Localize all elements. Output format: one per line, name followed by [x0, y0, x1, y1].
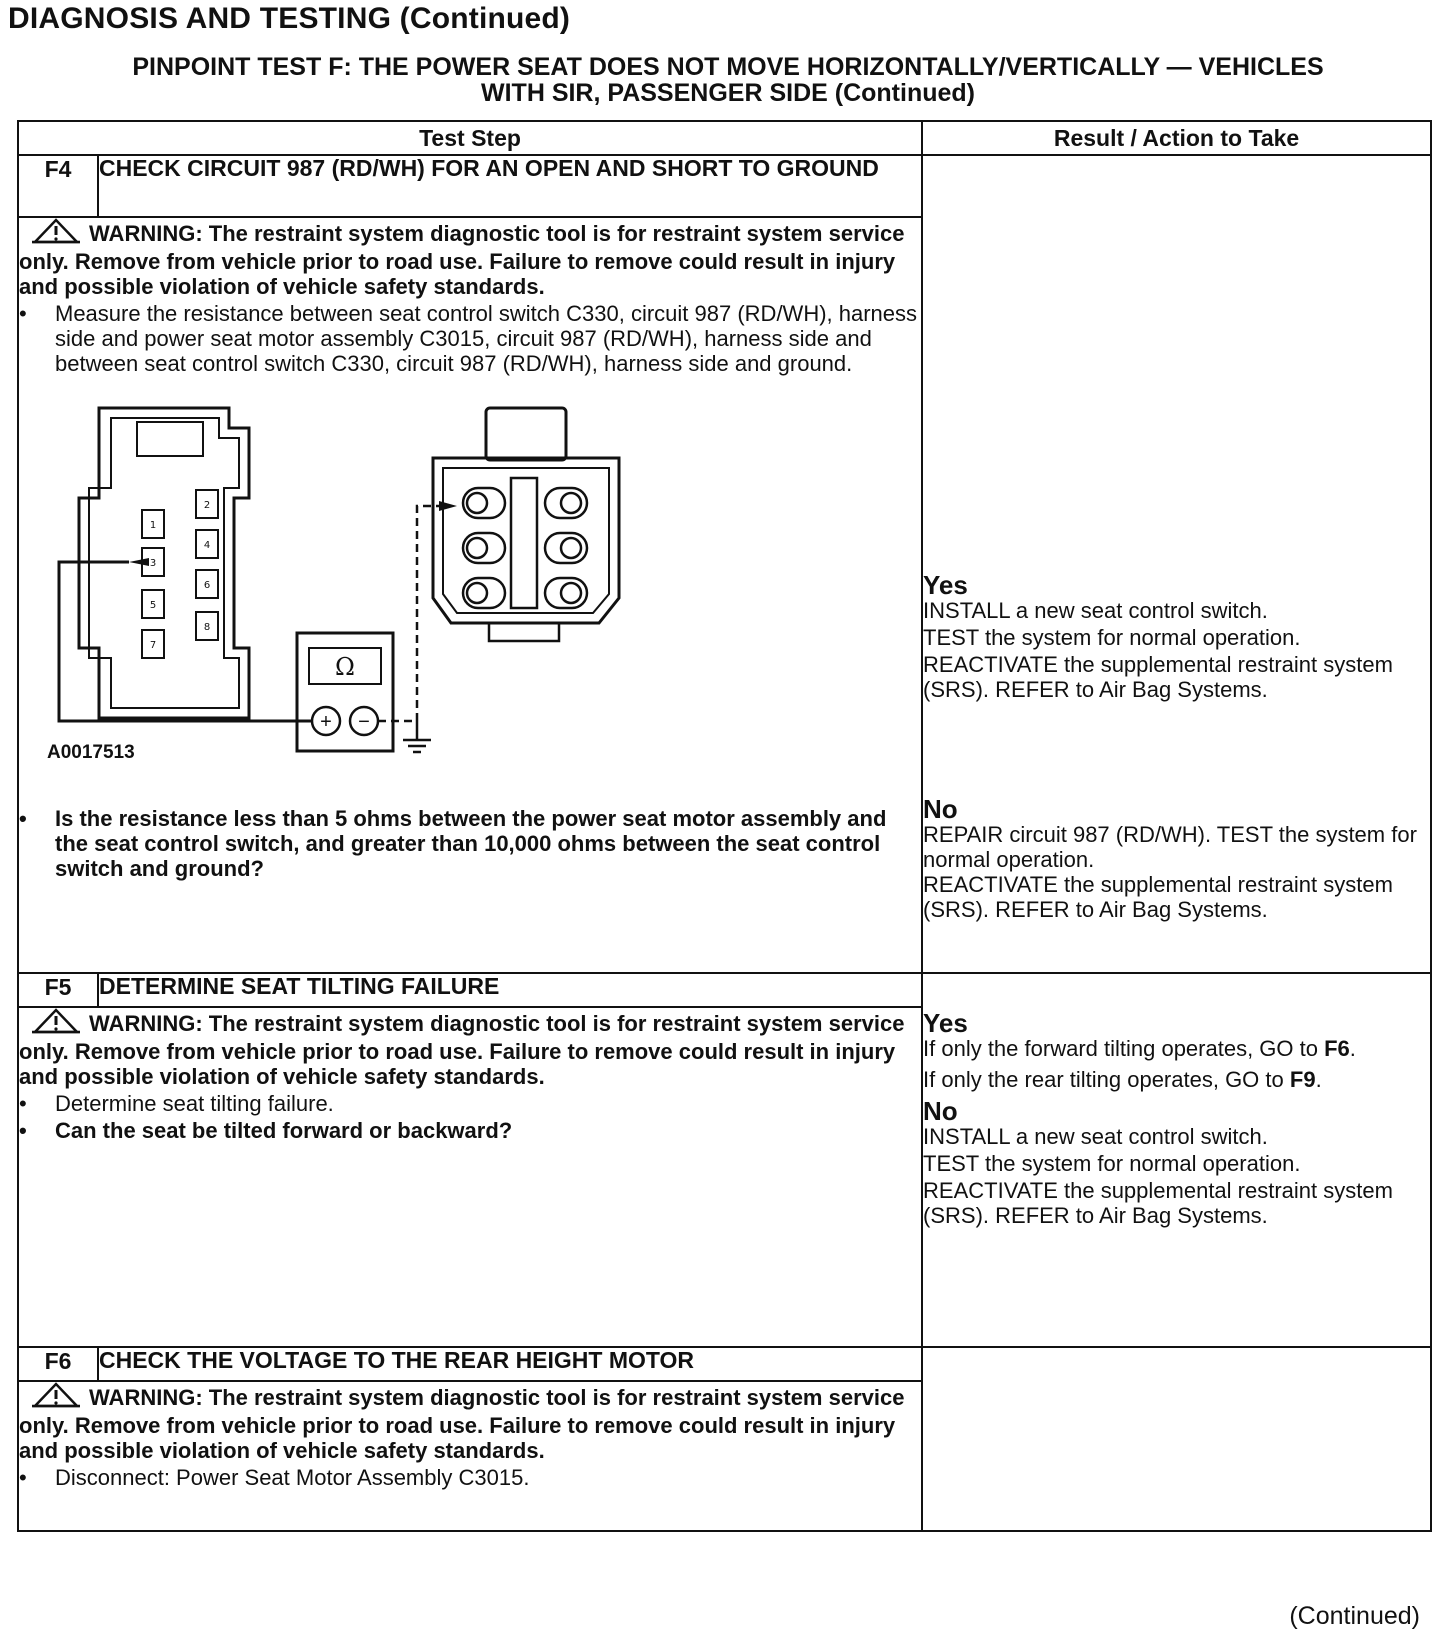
bullet-text: Disconnect: Power Seat Motor Assembly C3015.: [55, 1465, 530, 1490]
pin-label: 5: [149, 600, 157, 611]
step-body: [18, 1381, 922, 1531]
result-line: REACTIVATE the supplemental restraint system (SRS). REFER to Air Bag Systems.: [923, 872, 1393, 922]
result-line: If only the rear tilting operates, GO to F9.: [923, 1067, 1322, 1092]
question-text: Can the seat be tilted forward or backward?: [55, 1118, 513, 1143]
result-yes-label: Yes: [923, 1008, 968, 1038]
bullet-dot: •: [19, 806, 27, 831]
result-yes-block: [923, 1010, 1430, 1092]
step-id: F6: [18, 1347, 98, 1381]
step-bullet: [19, 1465, 921, 1490]
warning-message: WARNING: The restraint system diagnostic tool is for restraint system service only. Remove from vehicle prior to road use. Failure to remove could result in injury and possible violation of vehicle safety standards.: [19, 1011, 905, 1089]
plus-terminal: +: [320, 711, 332, 733]
test-title-line2: WITH SIR, PASSENGER SIDE (Continued): [481, 79, 975, 107]
result-yes-block: [923, 572, 1430, 702]
step-title: CHECK CIRCUIT 987 (RD/WH) FOR AN OPEN AND SHORT TO GROUND: [98, 155, 922, 217]
warning-triangle-icon: [31, 1382, 81, 1413]
page-title: DIAGNOSIS AND TESTING (Continued): [8, 2, 571, 35]
bullet-dot: •: [19, 301, 27, 326]
step-id: F5: [18, 973, 98, 1007]
step-body: [18, 1007, 922, 1347]
result-line: REACTIVATE the supplemental restraint system (SRS). REFER to Air Bag Systems.: [923, 652, 1393, 702]
bullet-dot: •: [19, 1091, 27, 1116]
pin-label: 2: [203, 500, 211, 511]
bullet-text: Measure the resistance between seat control switch C330, circuit 987 (RD/WH), harness side and power seat motor assembly C3015, circuit 987 (RD/WH), harness side and between seat control switch C330, circuit 987 (RD/WH), harness side and ground.: [55, 301, 918, 376]
step-f5-title-row: [18, 973, 1431, 1007]
warning-text: [19, 218, 921, 299]
step-title: CHECK THE VOLTAGE TO THE REAR HEIGHT MOTOR: [98, 1347, 922, 1381]
col-header-result: Result / Action to Take: [922, 121, 1431, 155]
step-question: [19, 1118, 921, 1143]
result-line: TEST the system for normal operation.: [923, 1151, 1301, 1176]
step-f4-result: [922, 155, 1431, 973]
pin-label: 8: [203, 622, 211, 633]
result-line: TEST the system for normal operation.: [923, 625, 1301, 650]
result-no-label: No: [923, 794, 958, 824]
step-title: DETERMINE SEAT TILTING FAILURE: [98, 973, 922, 1007]
bullet-text: Determine seat tilting failure.: [55, 1091, 334, 1116]
minus-terminal: −: [358, 711, 370, 733]
result-no-block: [923, 796, 1430, 922]
col-header-test-step: Test Step: [18, 121, 922, 155]
continued-footer: (Continued): [1289, 1602, 1420, 1630]
pin-label: 3: [149, 558, 157, 569]
pinpoint-test-table: [17, 120, 1432, 1532]
question-text: Is the resistance less than 5 ohms between the power seat motor assembly and the seat control switch, and greater than 10,000 ohms between the seat control switch and ground?: [55, 806, 887, 881]
pin-label: 7: [149, 640, 157, 651]
connector-diagram: [47, 398, 479, 798]
step-question: [19, 806, 921, 881]
step-f6-result: [922, 1347, 1431, 1531]
pin-label: 1: [149, 520, 157, 531]
test-title-line1: PINPOINT TEST F: THE POWER SEAT DOES NOT MOVE HORIZONTALLY/VERTICALLY — VEHICLES: [132, 53, 1324, 81]
warning-text: [19, 1008, 921, 1089]
result-line: INSTALL a new seat control switch.: [923, 598, 1268, 623]
pin-label: 6: [203, 580, 211, 591]
warning-message: WARNING: The restraint system diagnostic tool is for restraint system service only. Remove from vehicle prior to road use. Failure to remove could result in injury and possible violation of vehicle safety standards.: [19, 1385, 905, 1463]
step-body: [18, 217, 922, 973]
step-bullet: [19, 1091, 921, 1116]
bullet-dot: •: [19, 1465, 27, 1490]
bullet-dot: •: [19, 1118, 27, 1143]
warning-triangle-icon: [31, 218, 81, 249]
step-id: F4: [18, 155, 98, 217]
result-line: REPAIR circuit 987 (RD/WH). TEST the system for normal operation.: [923, 822, 1417, 872]
warning-message: WARNING: The restraint system diagnostic tool is for restraint system service only. Remove from vehicle prior to road use. Failure to remove could result in injury and possible violation of vehicle safety standards.: [19, 221, 905, 299]
step-f4-title-row: [18, 155, 1431, 217]
step-bullet: [19, 301, 921, 376]
warning-triangle-icon: [31, 1008, 81, 1039]
pinpoint-test-title: [8, 54, 1448, 106]
result-line: REACTIVATE the supplemental restraint system (SRS). REFER to Air Bag Systems.: [923, 1178, 1393, 1228]
result-yes-label: Yes: [923, 570, 968, 600]
result-no-label: No: [923, 1096, 958, 1126]
figure-id: A0017513: [47, 742, 135, 763]
pin-label: 4: [203, 540, 211, 551]
step-f6-title-row: [18, 1347, 1431, 1381]
result-line: INSTALL a new seat control switch.: [923, 1124, 1268, 1149]
result-no-block: [923, 1098, 1430, 1228]
resistance-measurement-diagram: [47, 398, 479, 798]
step-f5-result: [922, 973, 1431, 1347]
ohm-symbol: Ω: [335, 653, 355, 681]
result-line: If only the forward tilting operates, GO to F6.: [923, 1036, 1356, 1061]
warning-text: [19, 1382, 921, 1463]
table-header-row: [18, 121, 1431, 155]
